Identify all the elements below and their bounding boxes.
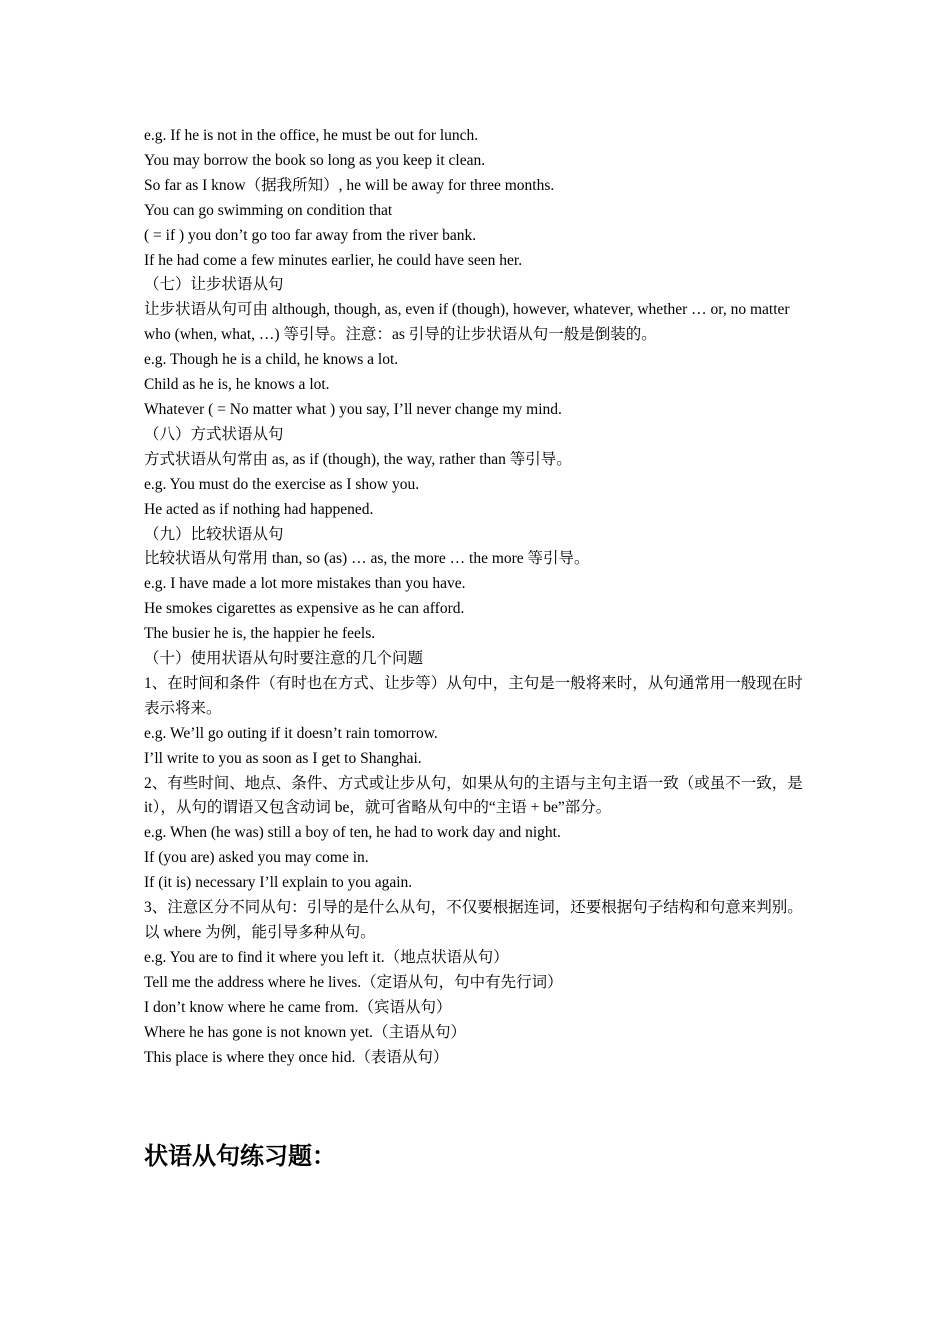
text-line: You can go swimming on condition that — [144, 201, 393, 219]
text-line: You may borrow the book so long as you keep it clean. — [144, 151, 486, 169]
text-line: 方式状语从句常由 as, as if (though), the way, rather than 等引导。 — [144, 450, 572, 468]
text-line: I don’t know where he came from.（宾语从句） — [144, 998, 452, 1016]
text-line: If he had come a few minutes earlier, he could have seen her. — [144, 251, 523, 269]
text-line: 2、有些时间、地点、条件、方式或让步从句，如果从句的主语与主句主语一致（或虽不一致，是 it），从句的谓语又包含动词 be，就可省略从句中的“主语 + be”部分。 — [144, 774, 803, 817]
text-line: If (it is) necessary I’ll explain to you again. — [144, 874, 413, 892]
text-line: （八）方式状语从句 — [144, 425, 284, 443]
document-body — [144, 124, 808, 1070]
text-line: 让步状语从句可由 although, though, as, even if (though), however, whatever, whether … or, no matter who (when, what, …) 等引导。注意：as 引导的让步状语从句一般是倒装的。 — [144, 301, 790, 344]
text-line: （九）比较状语从句 — [144, 525, 284, 543]
text-line: e.g. You are to find it where you left it.（地点状语从句） — [144, 948, 509, 966]
text-line: Child as he is, he knows a lot. — [144, 376, 330, 394]
text-line: Where he has gone is not known yet.（主语从句） — [144, 1023, 466, 1041]
text-line: 1、在时间和条件（有时也在方式、让步等）从句中，主句是一般将来时，从句通常用一般现在时表示将来。 — [144, 674, 803, 717]
text-line: Whatever ( = No matter what ) you say, I’ll never change my mind. — [144, 400, 562, 418]
text-line: e.g. I have made a lot more mistakes than you have. — [144, 575, 466, 593]
text-line: He acted as if nothing had happened. — [144, 500, 374, 518]
text-line: e.g. If he is not in the office, he must be out for lunch. — [144, 127, 479, 144]
text-line: e.g. When (he was) still a boy of ten, he had to work day and night. — [144, 824, 561, 842]
text-line: （七）让步状语从句 — [144, 276, 284, 294]
text-line: e.g. You must do the exercise as I show you. — [144, 475, 420, 493]
text-line: The busier he is, the happier he feels. — [144, 625, 376, 643]
text-line: Tell me the address where he lives.（定语从句，句中有先行词） — [144, 973, 563, 991]
text-line: e.g. We’ll go outing if it doesn’t rain tomorrow. — [144, 724, 438, 742]
text-line: This place is where they once hid.（表语从句） — [144, 1048, 449, 1066]
text-line: e.g. Though he is a child, he knows a lot. — [144, 351, 399, 369]
text-line: He smokes cigarettes as expensive as he can afford. — [144, 600, 465, 618]
text-line: ( = if ) you don’t go too far away from the river bank. — [144, 226, 477, 244]
text-line: （十）使用状语从句时要注意的几个问题 — [144, 650, 424, 668]
text-line: 比较状语从句常用 than, so (as) … as, the more … the more 等引导。 — [144, 550, 590, 568]
text-line: So far as I know（据我所知）, he will be away for three months. — [144, 176, 555, 194]
text-line: If (you are) asked you may come in. — [144, 849, 369, 867]
text-line: I’ll write to you as soon as I get to Shanghai. — [144, 749, 422, 767]
text-line: 3、注意区分不同从句：引导的是什么从句，不仅要根据连词，还要根据句子结构和句意来判别。以 where 为例，能引导多种从句。 — [144, 899, 803, 941]
exercise-section-heading: 状语从句练习题： — [144, 1141, 336, 1170]
